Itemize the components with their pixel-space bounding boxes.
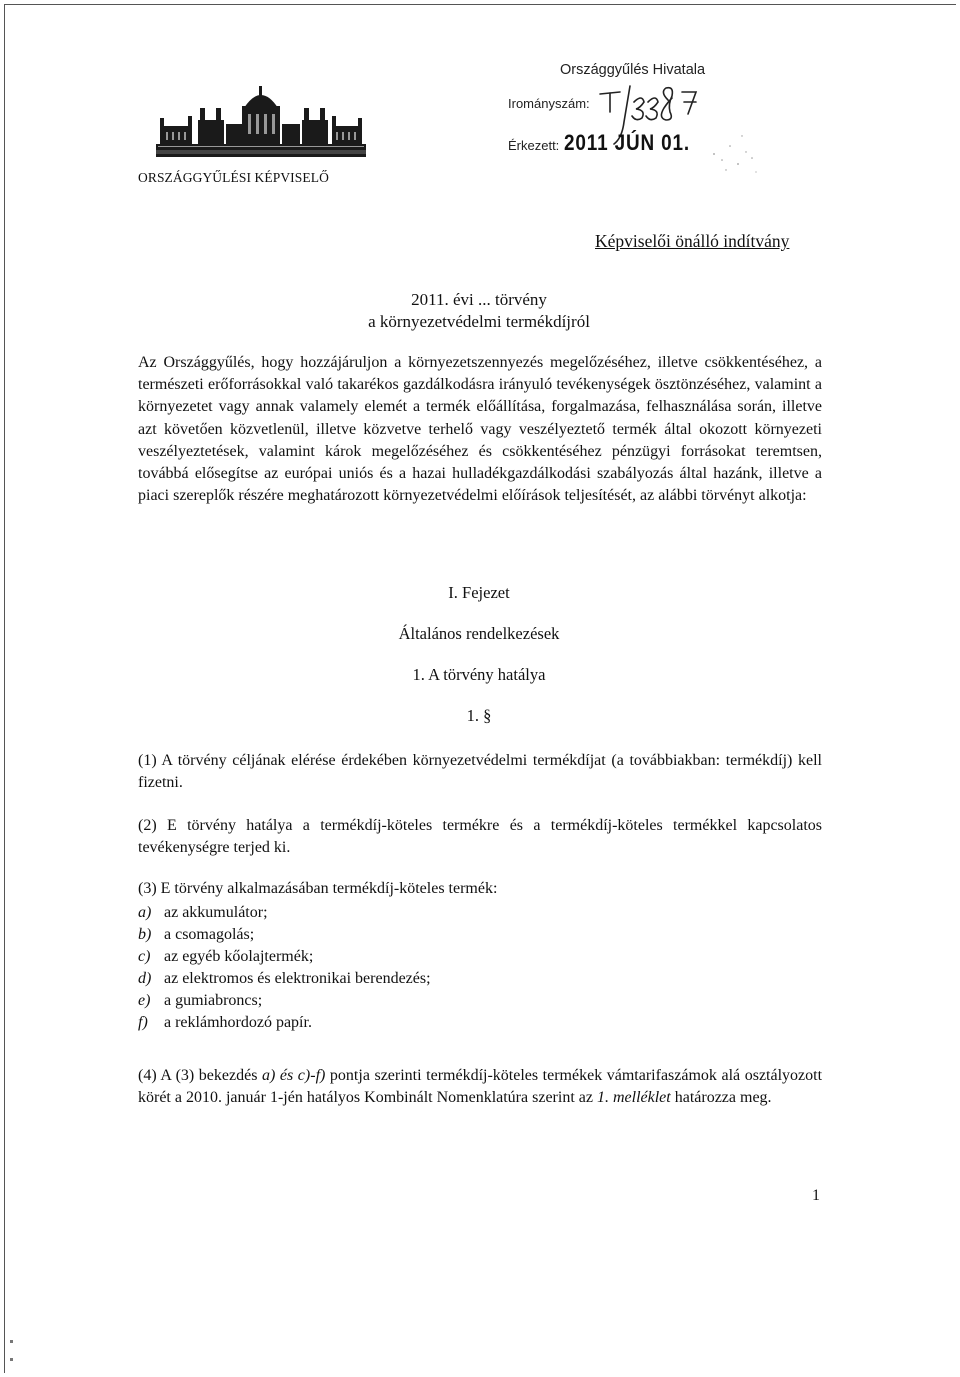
paragraph-4-points: a) és c)-f) bbox=[262, 1067, 326, 1084]
list-item-text: az akkumulátor; bbox=[164, 904, 268, 921]
scan-mark bbox=[10, 1358, 13, 1361]
scan-edge-top bbox=[4, 4, 956, 5]
list-item-label: b) bbox=[138, 926, 152, 943]
list-item-label: c) bbox=[138, 948, 151, 965]
law-title bbox=[138, 289, 820, 333]
law-title-line2: a környezetvédelmi termékdíjról bbox=[368, 312, 590, 331]
paragraph-mark: 1. § bbox=[466, 706, 492, 725]
paragraph-3-intro: (3) E törvény alkalmazásában termékdíj-köteles termék: bbox=[138, 880, 498, 897]
logo-caption: ORSZÁGGYŰLÉSI KÉPVISELŐ bbox=[138, 170, 329, 185]
list-item bbox=[138, 968, 822, 990]
list-item-text: a reklámhordozó papír. bbox=[164, 1014, 312, 1031]
parliament-building-icon bbox=[156, 86, 366, 166]
preamble: Az Országgyűlés, hogy hozzájáruljon a környezetszennyezés megelőzéséhez, illetve csökkentéséhez, a természeti erőforrásokkal való takarékos gazdálkodásra irányuló tevékenységek ösztönzéséhez, valamint a környezetet vagy annak valamely elemét a termék előállítása, forgalmazása, felhasználása során, illetve azt követően közvetlenül, illetve közvetve terhelő vagy veszélyeztető termék által okozott környezeti veszélyeztetések, valamint károk megelőzéséhez és csökkentéséhez pénzügyi forrásokat teremtsen, továbbá elősegítse az európai uniós és a hazai hulladékgazdálkodási szabályozás által hazánk, illetve a piaci szereplők részére meghatározott környezetvédelmi előírások teljesítését, az alábbi törvényt alkotja: bbox=[138, 354, 822, 505]
paragraph-4-part2: pontja szerinti termékdíj-köteles termékek vámtarifaszámok alá osztályozott körét a 2010. január 1-jén hatályos Kombinált Nomenklatúra szerint az bbox=[138, 1067, 823, 1106]
chapter-title: Általános rendelkezések bbox=[398, 624, 560, 643]
paragraph-4-part3: határozza meg. bbox=[674, 1089, 772, 1106]
stamp-iromanyszam-label: Irományszám: bbox=[508, 96, 590, 111]
scan-noise bbox=[704, 124, 764, 180]
list-item-text: az egyéb kőolajtermék; bbox=[164, 948, 314, 965]
list-item bbox=[138, 924, 822, 946]
list-item bbox=[138, 990, 822, 1012]
list-item bbox=[138, 902, 822, 924]
law-title-line1: 2011. évi ... törvény bbox=[411, 290, 547, 309]
list-item-text: az elektromos és elektronikai berendezés; bbox=[164, 970, 431, 987]
product-list bbox=[138, 902, 822, 1034]
stamp-erkezett-label: Érkezett: bbox=[508, 138, 560, 153]
document-type-label: Képviselői önálló indítvány bbox=[595, 231, 790, 251]
list-item-label: a) bbox=[138, 904, 152, 921]
paragraph-4-part1: (4) A (3) bekezdés bbox=[138, 1067, 258, 1084]
list-item-label: e) bbox=[138, 992, 151, 1009]
paragraph-4 bbox=[138, 1065, 822, 1109]
list-item-text: a gumiabroncs; bbox=[164, 992, 263, 1009]
list-item-label: d) bbox=[138, 970, 152, 987]
list-item-label: f) bbox=[138, 1014, 148, 1031]
stamp-organization: Országgyűlés Hivatala bbox=[560, 62, 706, 78]
list-item bbox=[138, 1012, 822, 1034]
paragraph-1: (1) A törvény céljának elérése érdekében környezetvédelmi termékdíjat (a továbbiakban: termékdíj) kell fizetni. bbox=[138, 752, 822, 791]
list-item bbox=[138, 946, 822, 968]
section-title: 1. A törvény hatálya bbox=[412, 665, 546, 684]
scan-edge-left bbox=[4, 4, 5, 1373]
page-number: 1 bbox=[812, 1187, 820, 1204]
paragraph-2: (2) E törvény hatálya a termékdíj-köteles termékre és a termékdíj-köteles termékkel kapcsolatos tevékenységre terjed ki. bbox=[138, 817, 822, 856]
scan-mark bbox=[10, 1340, 13, 1343]
chapter-number: I. Fejezet bbox=[448, 583, 510, 602]
paragraph-4-annex-ref: 1. melléklet bbox=[596, 1089, 671, 1106]
list-item-text: a csomagolás; bbox=[164, 926, 255, 943]
stamp-date: 2011 JÚN 01. bbox=[564, 130, 691, 155]
